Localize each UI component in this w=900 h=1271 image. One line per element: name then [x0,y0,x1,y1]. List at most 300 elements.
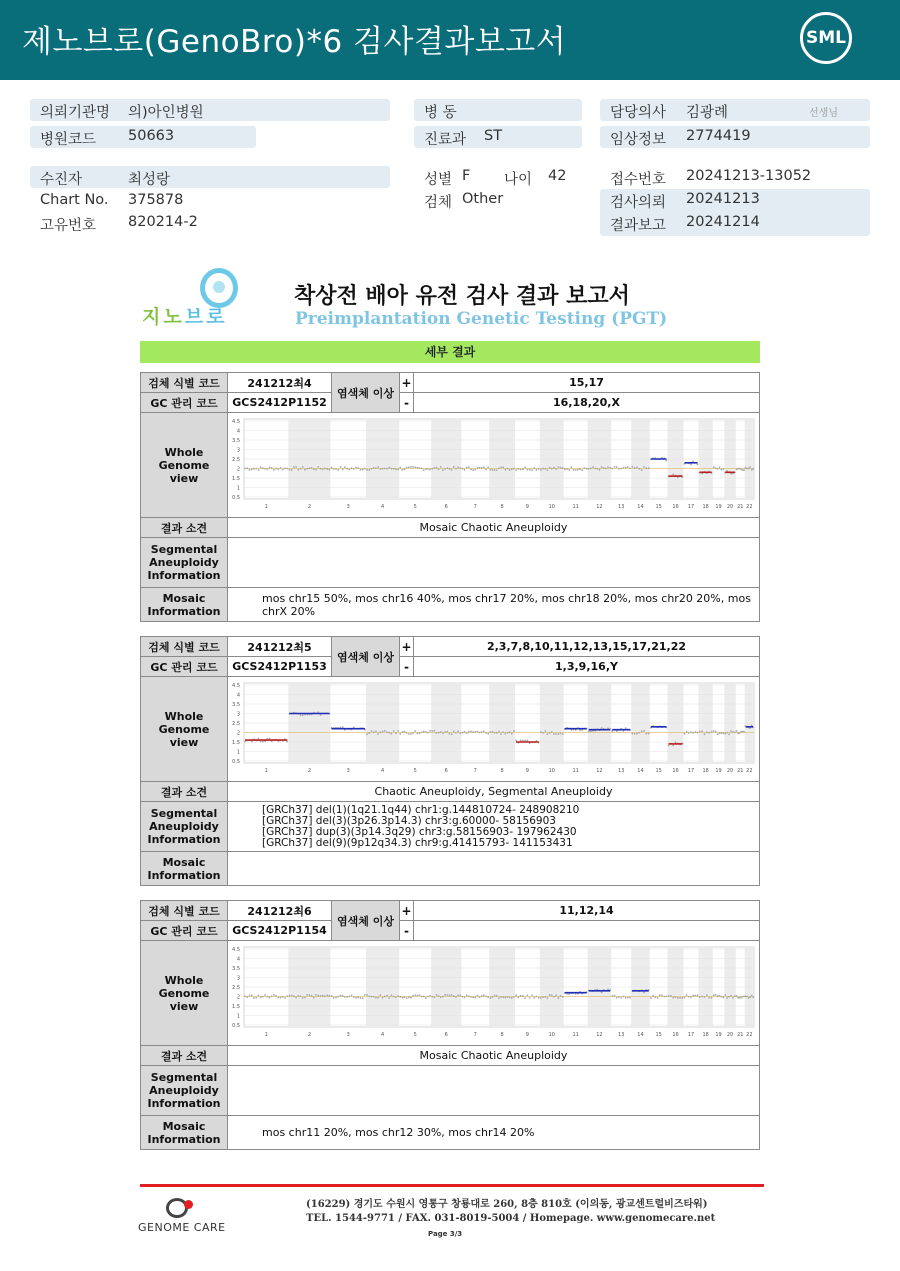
copy-number-point [607,466,609,468]
copy-number-point [355,467,357,469]
copy-number-point [609,467,611,469]
copy-number-point [406,732,408,734]
copy-number-point [588,468,590,470]
copy-number-point [404,996,406,998]
copy-number-point [557,466,559,468]
specimen-label: 검체 [424,195,453,211]
copy-number-point [353,996,355,998]
copy-number-point [351,994,353,996]
x-tick-label: 2 [307,504,312,510]
copy-number-point [704,733,706,735]
specimen-id-value: 241212최4 [228,373,332,393]
copy-number-point [273,994,275,996]
copy-number-point [620,468,622,470]
segmental-info-value [228,1066,760,1116]
finding-value: Chaotic Aneuploidy, Segmental Aneuploidy [228,782,760,802]
copy-number-point [366,469,368,471]
copy-number-point [627,466,629,468]
copy-number-point [360,469,362,471]
x-tick-label: 8 [500,1032,504,1038]
loss-chromosomes: 1,3,9,16,Y [414,657,760,677]
copy-number-point [311,467,313,469]
x-tick-label: 1 [264,1032,268,1038]
copy-number-point [408,996,410,998]
copy-number-point [659,994,661,996]
doctor-row [600,99,870,121]
copy-number-point [408,733,410,735]
copy-number-point [652,995,654,997]
copy-number-point [260,996,262,998]
copy-number-point [300,995,302,997]
copy-number-point [366,733,368,735]
copy-number-point [427,468,429,470]
copy-number-point [324,467,326,469]
copy-number-point [719,466,721,468]
y-tick-label: 0.5 [232,495,240,501]
copy-number-point [393,468,395,470]
copy-number-point [284,997,286,999]
mosaic-info-value: mos chr11 20%, mos chr12 30%, mos chr14 20% [228,1116,760,1150]
x-tick-label: 15 [655,504,662,510]
copy-number-point [743,469,745,471]
copy-number-point [483,994,485,996]
copy-number-point [496,995,498,997]
copy-number-point [399,733,401,735]
copy-number-point [266,996,268,998]
copy-number-point [622,467,624,469]
copy-number-point [670,995,672,997]
copy-number-point [562,996,564,998]
copy-number-point [251,994,253,996]
copy-number-point [614,466,616,468]
x-tick-label: 10 [548,768,555,774]
copy-number-point [751,724,753,726]
gc-code-value: GCS2412P1154 [228,921,332,941]
copy-number-point [464,731,466,733]
copy-number-point [544,996,546,998]
copy-number-point [681,997,683,999]
copy-number-point [379,994,381,996]
copy-number-point [719,732,721,734]
copy-number-point [568,993,570,995]
copy-number-point [258,469,260,471]
x-tick-label: 11 [572,768,579,774]
copy-number-point [643,992,645,994]
copy-number-point [540,997,542,999]
copy-number-point [560,467,562,469]
gc-code-value: GCS2412P1152 [228,393,332,413]
copy-number-point [397,995,399,997]
y-tick-label: 1 [236,1013,240,1020]
copy-number-point [739,732,741,734]
copy-number-point [634,733,636,735]
copy-number-point [269,997,271,999]
copy-number-point [309,994,311,996]
copy-number-point [479,467,481,469]
copy-number-point [472,997,474,999]
copy-number-point [331,995,333,997]
x-tick-label: 8 [500,504,504,510]
copy-number-point [728,996,730,998]
finding-label: 결과 소견 [141,1046,228,1066]
copy-number-point [748,997,750,999]
copy-number-point [507,468,509,470]
copy-number-point [549,994,551,996]
copy-number-point [547,997,549,999]
copy-number-point [444,731,446,733]
copy-number-point [371,468,373,470]
requesting-institution-row [30,99,390,121]
copy-number-point [320,995,322,997]
copy-number-point [449,995,451,997]
loss-sign: - [400,657,414,677]
x-tick-label: 17 [687,1032,695,1038]
copy-number-point [438,468,440,470]
x-tick-label: 5 [413,504,417,510]
copy-number-point [690,731,692,733]
copy-number-point [522,995,524,997]
copy-number-point [477,995,479,997]
copy-number-point [722,468,724,470]
copy-number-point [324,995,326,997]
copy-number-point [284,467,286,469]
copy-number-point [302,714,304,716]
x-tick-label: 21 [737,504,744,510]
copy-number-point [371,996,373,998]
copy-number-point [449,733,451,735]
hospital-code-value: 50663 [128,128,175,144]
copy-number-point [520,995,522,997]
copy-number-point [568,469,570,471]
whole-genome-view-label: Whole Genome view [141,677,228,782]
gain-chromosomes: 11,12,14 [414,901,760,921]
copy-number-point [668,745,670,747]
copy-number-point [468,466,470,468]
x-tick-label: 19 [715,504,722,510]
copy-number-point [348,996,350,998]
copy-number-point [470,996,472,998]
copy-number-point [253,468,255,470]
x-tick-label: 7 [473,1032,477,1038]
copy-number-point [300,468,302,470]
copy-number-point [544,468,546,470]
copy-number-point [335,468,337,470]
copy-number-point [721,732,723,734]
copy-number-point [295,466,297,468]
copy-number-point [643,730,645,732]
copy-number-point [304,997,306,999]
copy-number-point [492,469,494,471]
y-tick-label: 2 [236,994,240,1001]
copy-number-point [444,994,446,996]
copy-number-point [666,460,668,462]
copy-number-point [629,467,631,469]
copy-number-point [594,468,596,470]
copy-number-point [269,467,271,469]
copy-number-point [455,996,457,998]
finding-value: Mosaic Chaotic Aneuploidy [228,1046,760,1066]
copy-number-point [362,997,364,999]
copy-number-point [399,467,401,469]
copy-number-point [328,469,330,471]
copy-number-point [459,467,461,469]
y-tick-label: 4.5 [232,419,240,425]
copy-number-point [304,469,306,471]
copy-number-point [515,740,517,742]
copy-number-point [573,469,575,471]
copy-number-point [271,995,273,997]
specimen-id-value: 241212최5 [228,637,332,657]
copy-number-point [297,995,299,997]
footer-contact: TEL. 1544-9771 / FAX. 031-8019-5004 / Homepage. www.genomecare.net [306,1213,716,1224]
copy-number-point [625,997,627,999]
copy-number-point [498,997,500,999]
copy-number-point [697,994,699,996]
copy-number-point [379,468,381,470]
y-tick-label: 3.5 [232,438,240,444]
copy-number-point [592,466,594,468]
copy-number-point [706,994,708,996]
x-tick-label: 8 [500,768,504,774]
copy-number-point [686,994,688,996]
copy-number-point [679,997,681,999]
chromosome-abnormality-label: 염색체 이상 [332,901,400,941]
copy-number-point [410,466,412,468]
copy-number-point [402,731,404,733]
x-tick-label: 5 [413,768,417,774]
x-tick-label: 14 [637,1032,644,1038]
copy-number-point [455,468,457,470]
copy-number-point [542,996,544,998]
copy-number-point [431,468,433,470]
x-tick-label: 21 [737,1032,744,1038]
copy-number-point [555,733,557,735]
whole-genome-view-label: Whole Genome view [141,941,228,1046]
segmental-line: [GRCh37] del(3)(3p26.3p14.3) chr3:g.60000- 58156903 [262,814,556,827]
copy-number-point [547,733,549,735]
request-date-value: 20241213 [686,191,760,207]
copy-number-point [253,997,255,999]
copy-number-point [333,468,335,470]
copy-number-point [745,995,747,997]
x-tick-label: 22 [746,504,753,510]
copy-number-point [291,469,293,471]
copy-number-point [466,732,468,734]
copy-number-point [555,994,557,996]
copy-number-point [251,468,253,470]
requesting-institution-value: 의)아인병원 [128,105,204,121]
x-tick-label: 9 [525,768,529,774]
loss-sign: - [400,921,414,941]
report-date-value: 20241214 [686,214,760,230]
copy-number-point [472,731,474,733]
mosaic-info-value [228,852,760,886]
copy-number-point [645,467,647,469]
copy-number-point [590,730,592,732]
copy-number-point [688,732,690,734]
copy-number-point [663,996,665,998]
x-tick-label: 17 [687,768,695,774]
copy-number-point [618,996,620,998]
copy-number-point [596,468,598,470]
company-name: GENOME CARE [138,1221,226,1234]
copy-number-point [451,994,453,996]
copy-number-point [713,466,715,468]
copy-number-point [618,468,620,470]
copy-number-point [446,731,448,733]
sml-logo: SML [800,12,852,64]
copy-number-point [366,994,368,996]
copy-number-point [249,469,251,471]
copy-number-point [645,733,647,735]
copy-number-point [502,731,504,733]
copy-number-point [477,467,479,469]
copy-number-point [549,467,551,469]
copy-number-point [562,733,564,735]
copy-number-point [721,469,723,471]
y-tick-label: 1.5 [232,1004,240,1010]
copy-number-point [331,467,333,469]
copy-number-point [692,995,694,997]
copy-number-point [517,997,519,999]
x-tick-label: 3 [346,1032,350,1038]
copy-number-point [751,469,753,471]
copy-number-point [459,733,461,735]
copy-number-point [575,469,577,471]
copy-number-point [551,994,553,996]
copy-number-point [408,466,410,468]
copy-number-point [751,995,753,997]
copy-number-point [522,739,524,741]
segmental-info-value [228,538,760,588]
copy-number-point [382,997,384,999]
copy-number-point [353,468,355,470]
clinical-info-row [600,126,870,148]
copy-number-point [442,469,444,471]
copy-number-point [419,732,421,734]
copy-number-point [515,469,517,471]
copy-number-point [564,468,566,470]
copy-number-point [706,731,708,733]
copy-number-point [273,469,275,471]
copy-number-point [494,732,496,734]
copy-number-point [384,730,386,732]
copy-number-point [498,731,500,733]
x-tick-label: 12 [596,1032,603,1038]
doctor-suffix: 선생님 [809,108,838,119]
copy-number-point [599,469,601,471]
copy-number-point [457,466,459,468]
sex-label: 성별 [424,172,453,188]
copy-number-point [328,995,330,997]
copy-number-point [509,731,511,733]
copy-number-point [549,732,551,734]
copy-number-point [749,466,751,468]
copy-number-point [586,468,588,470]
copy-number-point [335,997,337,999]
genome-care-logo [138,1196,234,1236]
copy-number-point [734,995,736,997]
x-tick-label: 1 [264,504,268,510]
copy-number-point [438,732,440,734]
copy-number-point [557,997,559,999]
copy-number-point [275,995,277,997]
copy-number-point [721,996,723,998]
copy-number-point [740,997,742,999]
segmental-line: [GRCh37] dup(3)(3p14.3q29) chr3:g.58156903- 197962430 [262,825,577,838]
unique-no-value: 820214-2 [128,214,198,230]
copy-number-point [481,731,483,733]
copy-number-point [654,996,656,998]
copy-number-point [470,731,472,733]
copy-number-point [502,466,504,468]
copy-number-point [379,731,381,733]
copy-number-point [492,731,494,733]
copy-number-point [277,469,279,471]
loss-sign: - [400,393,414,413]
x-tick-label: 14 [637,768,644,774]
copy-number-point [726,997,728,999]
copy-number-point [715,994,717,996]
copy-number-point [419,994,421,996]
mosaic-info-label: Mosaic Information [141,852,228,886]
copy-number-point [601,991,603,993]
copy-number-point [393,730,395,732]
copy-number-point [485,469,487,471]
finding-label: 결과 소견 [141,518,228,538]
x-tick-label: 11 [572,504,579,510]
copy-number-point [466,994,468,996]
copy-number-point [684,997,686,999]
copy-number-point [313,468,315,470]
copy-number-point [337,996,339,998]
copy-number-point [684,733,686,735]
sex-value: F [462,168,471,184]
doctor-label: 담당의사 [610,105,667,121]
copy-number-point [588,730,590,732]
x-tick-label: 19 [715,768,722,774]
copy-number-point [607,988,609,990]
x-tick-label: 10 [548,1032,555,1038]
gain-chromosomes: 2,3,7,8,10,11,12,13,15,17,21,22 [414,637,760,657]
copy-number-point [269,738,271,740]
copy-number-point [605,468,607,470]
copy-number-point [616,466,618,468]
copy-number-point [457,730,459,732]
copy-number-point [474,469,476,471]
copy-number-point [489,731,491,733]
copy-number-point [306,468,308,470]
sex-age-row [414,166,594,188]
report-date-label: 결과보고 [610,218,667,234]
x-tick-label: 20 [726,504,734,510]
copy-number-point [529,997,531,999]
copy-number-point [419,467,421,469]
copy-number-point [611,995,613,997]
sample-block [140,372,760,622]
copy-number-point [264,994,266,996]
copy-number-point [309,467,311,469]
copy-number-point [672,474,674,476]
copy-number-point [421,467,423,469]
copy-number-point [745,467,747,469]
x-tick-label: 16 [672,1032,679,1038]
copy-number-point [357,467,359,469]
copy-number-point [344,466,346,468]
copy-number-point [616,997,618,999]
copy-number-point [513,468,515,470]
y-tick-label: 4.5 [232,947,240,953]
